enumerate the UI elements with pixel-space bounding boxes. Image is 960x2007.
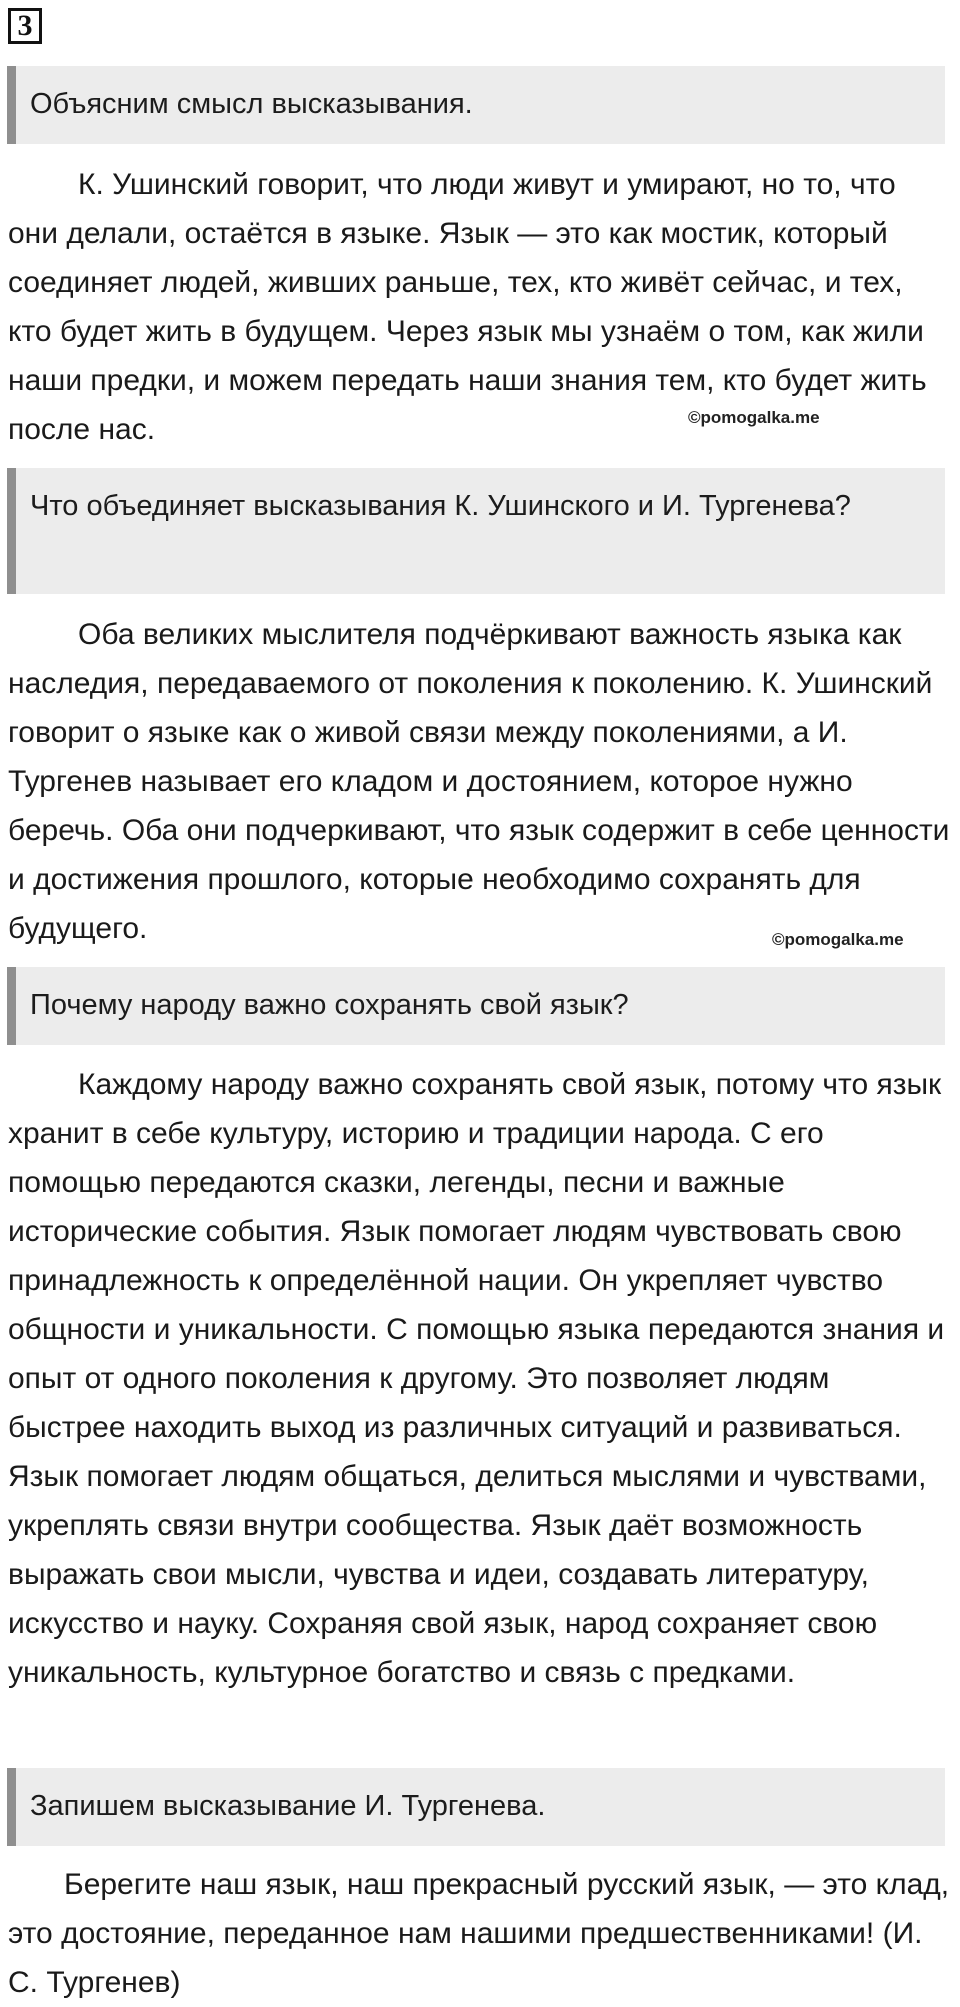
question-text-2: Что объединяет высказывания К. Ушинского и И. Тургенева? [30, 490, 851, 522]
answer-paragraph-3: Каждому народу важно сохранять свой язык, потому что язык хранит в себе культуру, историю и традиции народа. С его помощью передаются сказки, легенды, песни и важные исторические события. Язык помогает людям чувствовать свою принадлежность к определённой нации. Он укрепляет чувство общности и уникальности. С помощью языка передаются знания и опыт от одного поколения к другому. Это позволяет людям быстрее находить выход из различных ситуаций и развиваться. Язык помогает людям общаться, делиться мыслями и чувствами, укреплять связи внутри сообщества. Язык даёт возможность выражать свои мысли, чувства и идеи, создавать литературу, искусство и науку. Сохраняя свой язык, народ сохраняет свою уникальность, культурное богатство и связь с предками. [8, 1068, 945, 1689]
answer-paragraph-2: Оба великих мыслителя подчёркивают важность языка как наследия, передаваемого от поколения к поколению. К. Ушинский говорит о языке как о живой связи между поколениями, а И. Тургенев называет его кладом и достоянием, которое нужно беречь. Оба они подчеркивают, что язык содержит в себе ценности и достижения прошлого, которые необходимо сохранять для будущего. [8, 618, 950, 945]
question-text-3: Почему народу важно сохранять свой язык? [30, 989, 629, 1021]
question-text-4: Запишем высказывание И. Тургенева. [30, 1790, 546, 1822]
question-box-1 [7, 66, 945, 144]
question-box-2 [7, 468, 945, 594]
question-box-4 [7, 1768, 945, 1846]
answer-paragraph-1: К. Ушинский говорит, что люди живут и умирают, но то, что они делали, остаётся в языке. Язык — это как мостик, который соединяет людей, живших раньше, тех, кто живёт сейчас, и тех, кто будет жить в будущем. Через язык мы узнаём о том, как жили наши предки, и можем передать наши знания тем, кто будет жить после нас. [8, 168, 927, 446]
task-number-badge: 3 [8, 8, 42, 44]
answer-paragraph-4: Берегите наш язык, наш прекрасный русский язык, — это клад, это достояние, переданное нам нашими предшественниками! (И. С. Тургенев) [8, 1868, 950, 1999]
question-text-1: Объясним смысл высказывания. [30, 88, 473, 120]
watermark-2: ©pomogalka.me [772, 930, 904, 949]
question-box-3 [7, 967, 945, 1045]
watermark-1: ©pomogalka.me [688, 408, 820, 427]
